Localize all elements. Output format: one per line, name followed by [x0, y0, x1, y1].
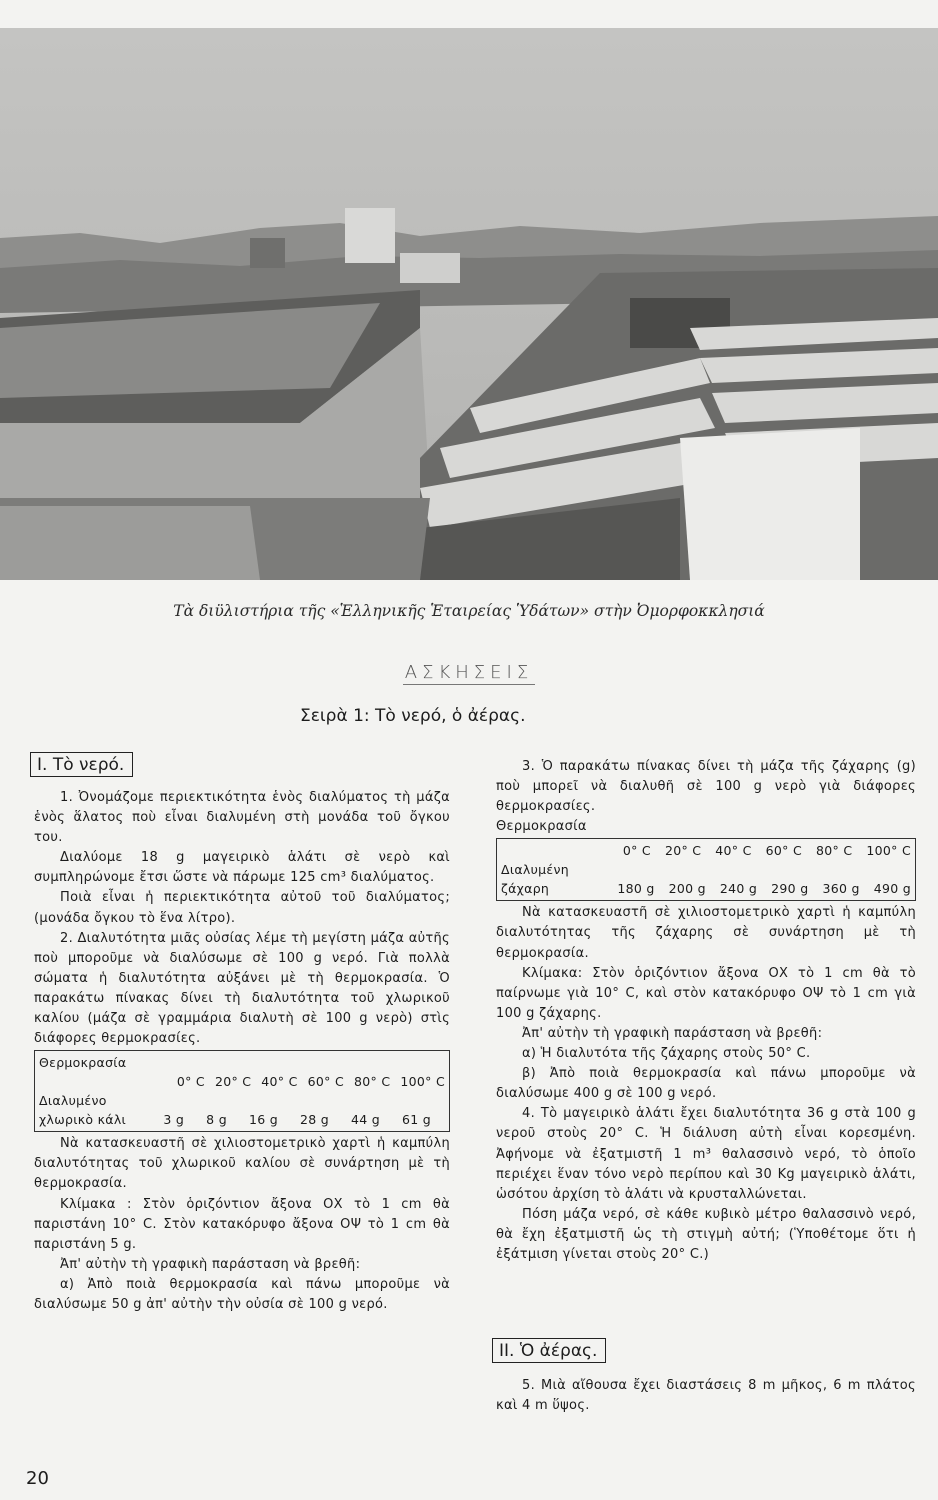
table-cell: 290 g [771, 881, 809, 897]
table-cell: 61 g [401, 1112, 431, 1128]
exercise-5-text: 5. Μιὰ αἴθουσα ἔχει διαστάσεις 8 m μῆκος, 6 m πλάτος καὶ 4 m ὕψος. [496, 1378, 916, 1414]
table-label: ζάχαρη [501, 881, 550, 897]
sugar-solubility-table [496, 838, 916, 901]
table-cell: 8 g [206, 1112, 227, 1128]
table-cell: 360 g [822, 881, 860, 897]
table-cell: 40° C [261, 1074, 298, 1090]
section-water-label: Ι. Τὸ νερό. [30, 752, 133, 777]
series-title: Σειρὰ 1: Τὸ νερό, ὁ ἀέρας. [300, 706, 526, 726]
table-cell: 44 g [350, 1112, 380, 1128]
photo-caption: Τὰ διϋλιστήρια τῆς «Ἑλληνικῆς Ἑταιρείας Ὑδάτων» στὴν Ὀμορφοκκλησιά [173, 602, 765, 620]
table-label: Διαλυμένο [39, 1093, 107, 1109]
exercise-1-question: Ποιὰ εἶναι ἡ περιεκτικότητα αὐτοῦ τοῦ διαλύματος; (μονάδα ὄγκου τὸ ἕνα λίτρο). [34, 890, 450, 926]
table-row [39, 1072, 445, 1091]
left-column [34, 788, 450, 1315]
table-cell: 60° C [307, 1074, 345, 1090]
exercise-2-find: Ἀπ' αὐτὴν τὴ γραφικὴ παράσταση νὰ βρεθῆ: [60, 1256, 361, 1272]
table-row [501, 879, 911, 898]
exercise-2-scale: Κλίμακα : Στὸν ὁριζόντιον ἄξονα ΟΧ τὸ 1 cm θὰ παριστάνη 10° C. Στὸν κατακόρυφο ἄξονα ΟΨ τὸ 1 cm θὰ παριστάνη 5 g. [34, 1196, 450, 1252]
exercise-2-text: 2. Διαλυτότητα μιᾶς οὐσίας λέμε τὴ μεγίστη μάζα αὐτῆς ποὺ μποροῦμε νὰ διαλύσωμε σὲ 100 g νερό. Γιὰ πολλὰ σώματα ἡ διαλυτότητα αὐξάνει μὲ τὴ θερμοκρασία. Ὁ παρακάτω πίνακας δίνει τὴ διαλυτότητα τοῦ χλωρικοῦ καλίου (μάζα σὲ γραμμάρια διαλυτὴ σὲ 100 g νερὸ) στὶς διάφορες θερμοκρασίες. [34, 930, 450, 1047]
table-row [39, 1053, 445, 1072]
table-label: χλωρικὸ κάλι [39, 1112, 127, 1128]
exercises-heading-text: ΑΣΚΗΣΕΙΣ [404, 662, 534, 683]
exercise-3-question-a: α) Ἡ διαλυτότα τῆς ζάχαρης στοὺς 50° C. [522, 1046, 811, 1062]
table-cell: 0° C [176, 1074, 205, 1090]
table-cell: 60° C [765, 843, 803, 859]
exercise-3-find: Ἀπ' αὐτὴν τὴ γραφικὴ παράσταση νὰ βρεθῆ: [522, 1025, 823, 1041]
right-column [496, 757, 916, 1265]
table-cell: 3 g [163, 1112, 185, 1128]
water-filtration-plant-photo [0, 28, 938, 580]
table-row [501, 860, 911, 879]
table-cell: 200 g [668, 881, 706, 897]
exercise-5-block [496, 1376, 916, 1416]
potassium-chlorate-table [34, 1050, 450, 1132]
table-cell: 28 g [299, 1112, 329, 1128]
table-cell: 20° C [664, 843, 702, 859]
table-cell: 180 g [617, 881, 655, 897]
exercise-2-instruction: Νὰ κατασκευαστῆ σὲ χιλιοστομετρικὸ χαρτὶ ἡ καμπύλη διαλυτότητας τοῦ χλωρικοῦ καλίου σὲ συνάρτηση μὲ τὴ θερμοκρασία. [34, 1136, 450, 1192]
section-air-label: ΙΙ. Ὁ ἀέρας. [492, 1338, 606, 1363]
exercise-4-text: 4. Τὸ μαγειρικὸ ἁλάτι ἔχει διαλυτότητα 36 g στὰ 100 g νεροῦ στοὺς 20° C. Ἡ διάλυση αὐτὴ εἶναι κορεσμένη. Ἀφήνομε νὰ ἐξατμιστῆ 1 m³ θαλασσινὸ νερό, τὸ ὁποῖο περιέχει ἕναν τόνο νερὸ περίπου καὶ 30 Kg μαγειρικὸ ἁλάτι, ὡσότου ἀρχίση τὸ ἁλάτι νὰ κρυσταλλώνεται. [496, 1106, 916, 1202]
table-cell: 40° C [715, 843, 752, 859]
table-row [501, 841, 911, 860]
exercise-3-text: 3. Ὁ παρακάτω πίνακας δίνει τὴ μάζα τῆς ζάχαρης (g) ποὺ μπορεῖ νὰ διαλυθῆ σὲ 100 g νερὸ γιὰ διάφορες θερμοκρασίες. [496, 759, 916, 815]
exercises-heading [0, 662, 938, 683]
table-cell: 100° C [400, 1074, 445, 1090]
exercise-3-scale: Κλίμακα: Στὸν ὁριζόντιον ἄξονα ΟΧ τὸ 1 cm θὰ τὸ παίρνωμε γιὰ 10° C, καὶ στὸν κατακόρυφο ΟΨ τὸ 1 cm γιὰ 100 g ζάχαρης. [496, 965, 916, 1021]
table-cell: 80° C [354, 1074, 391, 1090]
table-row [39, 1110, 445, 1129]
table-cell: 20° C [214, 1074, 252, 1090]
table-label: Θερμοκρασία [39, 1055, 127, 1071]
table-cell: 100° C [866, 843, 911, 859]
table-cell: 16 g [248, 1112, 278, 1128]
table-cell: 0° C [622, 843, 651, 859]
table-cell: 490 g [873, 881, 911, 897]
table-cell: 240 g [719, 881, 758, 897]
exercise-1-text: 1. Ὀνομάζομε περιεκτικότητα ἑνὸς διαλύματος τὴ μάζα ἑνὸς ἅλατος ποὺ εἶναι διαλυμένη στὴ μονάδα τοῦ ὄγκου του. [34, 790, 450, 846]
exercise-2-question-a: α) Ἀπὸ ποιὰ θερμοκρασία καὶ πάνω μποροῦμε νὰ διαλύσωμε 50 g ἀπ' αὐτὴν τὴν οὐσία σὲ 100 g νερό. [34, 1276, 450, 1312]
page-number: 20 [26, 1468, 49, 1489]
exercise-3-instruction: Νὰ κατασκευαστῆ σὲ χιλιοστομετρικὸ χαρτὶ ἡ καμπύλη διαλυτότητας τῆς ζάχαρης σὲ συνάρτηση μὲ τὴ θερμοκρασία. [496, 905, 916, 961]
table-cell: 80° C [816, 843, 853, 859]
table-row [39, 1091, 445, 1110]
exercise-4-question: Πόση μάζα νερό, σὲ κάθε κυβικὸ μέτρο θαλασσινὸ νερό, θὰ ἔχη ἐξατμιστῆ ὡς τὴ στιγμὴ αὐτή; (Ὑποθέτομε ὅτι ἡ ἐξάτμιση γίνεται στοὺς 20° C.) [496, 1206, 916, 1262]
exercise-1-data: Διαλύομε 18 g μαγειρικὸ ἁλάτι σὲ νερὸ καὶ συμπληρώνομε ἔτσι ὥστε νὰ πάρωμε 125 cm³ διαλύματος. [34, 850, 450, 886]
exercise-3-question-b: β) Ἀπὸ ποιὰ θερμοκρασία καὶ πάνω μποροῦμε νὰ διαλύσωμε 400 g σὲ 100 g νερό. [496, 1066, 916, 1102]
sugar-table-caption: Θερμοκρασία [496, 819, 587, 835]
table-label: Διαλυμένη [501, 862, 569, 878]
